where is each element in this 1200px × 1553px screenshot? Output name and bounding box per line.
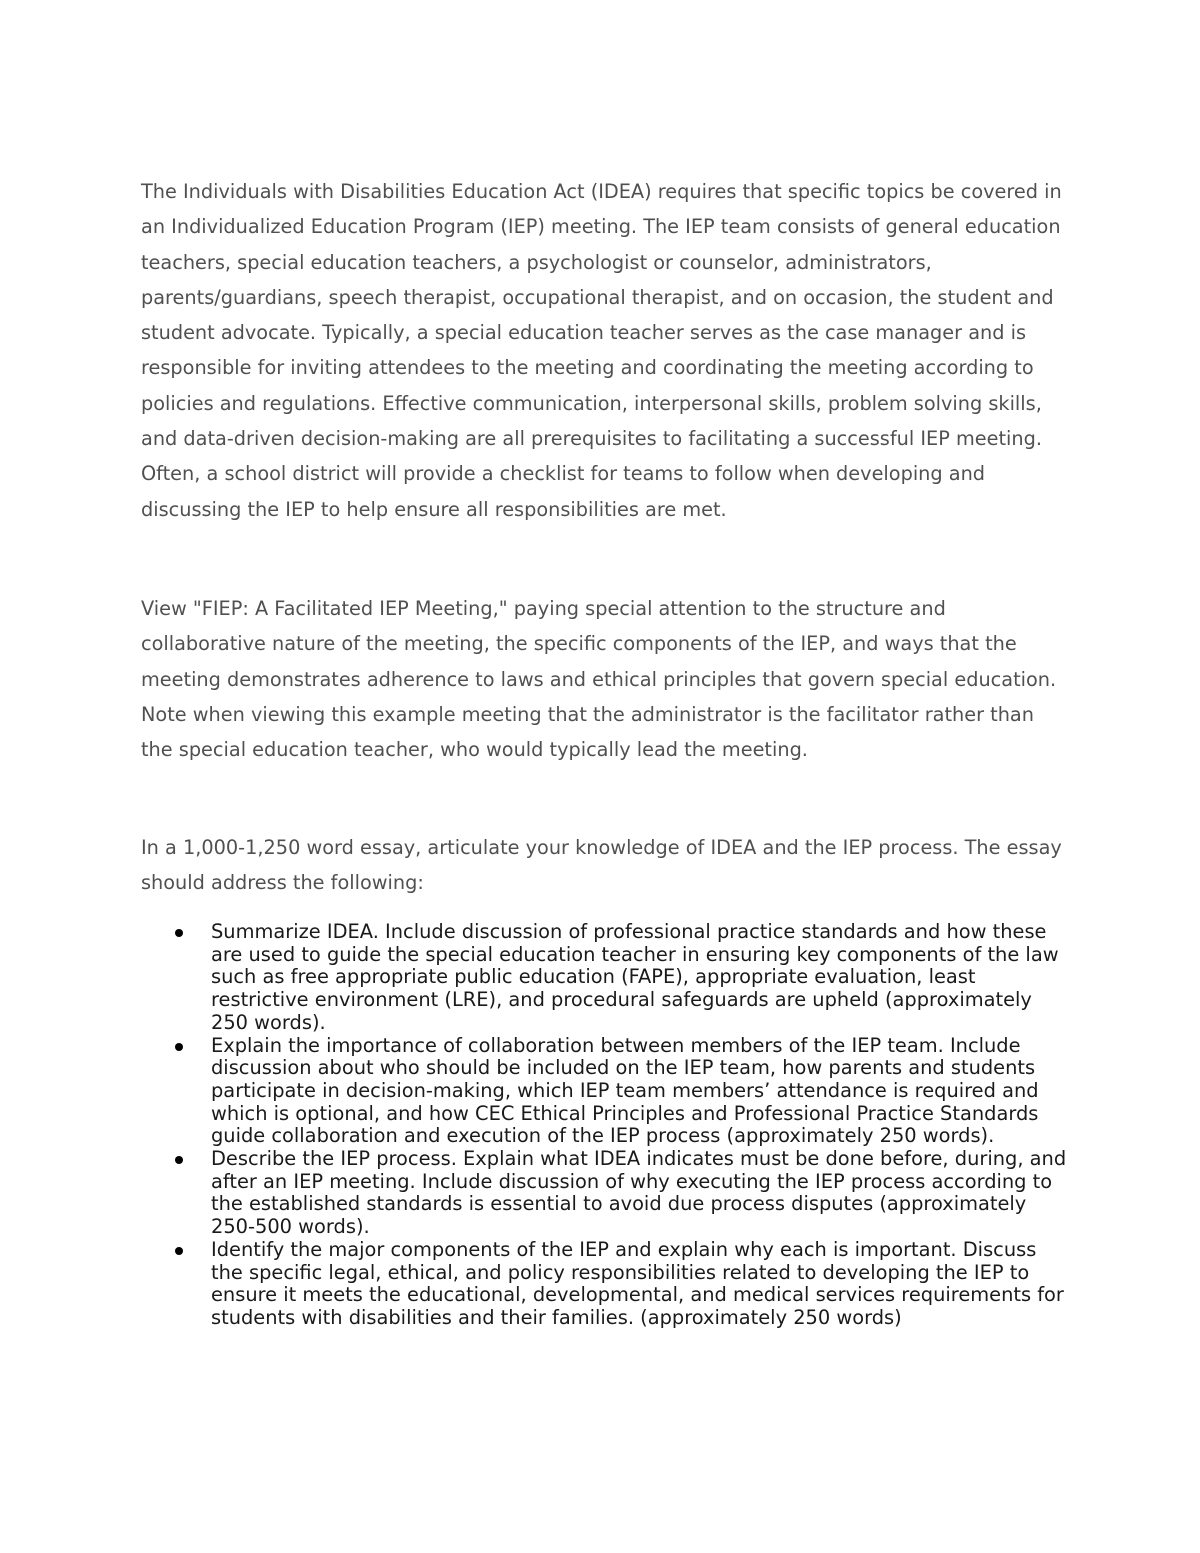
bullet-icon bbox=[175, 1247, 183, 1255]
list-item-text: Identify the major components of the IEP and explain why each is important. Discuss the specific legal, ethical, and policy responsibilities related to developing the IEP to ensure it meets the educational, developmental, and medical services requirements for students with disabilities and their families. (approximately 250 words) bbox=[211, 1237, 1064, 1329]
bullet-icon bbox=[175, 1156, 183, 1164]
essay-prompt-paragraph: In a 1,000-1,250 word essay, articulate your knowledge of IDEA and the IEP process. The essay should address the following: bbox=[141, 836, 1062, 895]
list-item-text: Summarize IDEA. Include discussion of professional practice standards and how these are used to guide the special education teacher in ensuring key components of the law such as free appropriate public education (FAPE), appropriate evaluation, least restrictive environment (LRE), and procedural safeguards are upheld (approximately 250 words). bbox=[211, 920, 1059, 1034]
requirements-list bbox=[211, 921, 1071, 1330]
bullet-icon bbox=[175, 1043, 183, 1051]
bullet-icon bbox=[175, 929, 183, 937]
list-item bbox=[211, 921, 1071, 1035]
list-item-text: Explain the importance of collaboration between members of the IEP team. Include discussion about who should be included on the IEP team, how parents and students participate in decision-making, which IEP team members’ attendance is required and which is optional, and how CEC Ethical Principles and Professional Practice Standards guide collaboration and execution of the IEP process (approximately 250 words). bbox=[211, 1033, 1039, 1148]
list-item bbox=[211, 1239, 1071, 1330]
view-instructions-paragraph: View "FIEP: A Facilitated IEP Meeting," paying special attention to the structure and collaborative nature of the meeting, the specific components of the IEP, and ways that the meeting demonstrates adherence to laws and ethical principles that govern special education. Note when viewing this example meeting that the administrator is the facilitator rather than the special education teacher, who would typically lead the meeting. bbox=[141, 597, 1057, 762]
list-item bbox=[211, 1035, 1071, 1149]
list-item-text: Describe the IEP process. Explain what IDEA indicates must be done before, during, and after an IEP meeting. Include discussion of why executing the IEP process according to the established standards is essential to avoid due process disputes (approximately 250-500 words). bbox=[211, 1147, 1067, 1239]
intro-paragraph: The Individuals with Disabilities Education Act (IDEA) requires that specific topics be covered in an Individualized Education Program (IEP) meeting. The IEP team consists of general education teachers, special education teachers, a psychologist or counselor, administrators, parents/guardians, speech therapist, occupational therapist, and on occasion, the student and student advocate. Typically, a special education teacher serves as the case manager and is responsible for inviting attendees to the meeting and coordinating the meeting according to policies and regulations. Effective communication, interpersonal skills, problem solving skills, and data-driven decision-making are all prerequisites to facilitating a successful IEP meeting. Often, a school district will provide a checklist for teams to follow when developing and discussing the IEP to help ensure all responsibilities are met. bbox=[141, 180, 1062, 521]
list-item bbox=[211, 1148, 1071, 1239]
